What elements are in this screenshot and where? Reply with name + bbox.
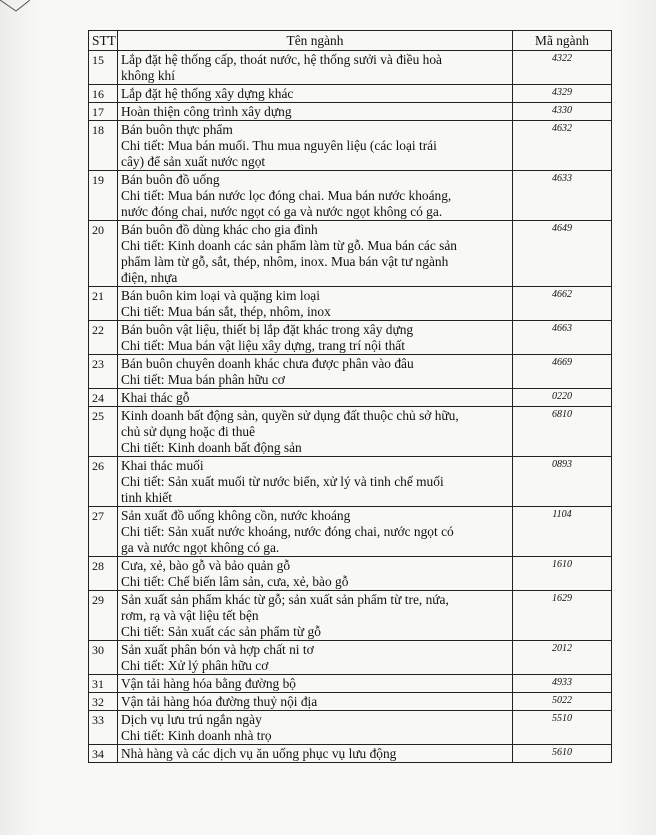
row-code: 4322 [513,51,612,85]
row-detail-line: ga và nước ngọt không có ga. [121,540,280,555]
row-name-line: Bán buôn thực phẩm [121,122,233,137]
row-name-line: Kinh doanh bất động sản, quyền sử dụng đất thuộc chủ sở hữu, [121,408,459,423]
row-stt: 18 [89,121,118,171]
row-detail-line: chủ sử dụng hoặc đi thuê [121,424,256,439]
row-stt: 33 [89,711,118,745]
row-stt: 22 [89,321,118,355]
row-stt: 30 [89,641,118,675]
table-row [89,121,612,171]
row-code: 4663 [513,321,612,355]
row-name-line: Sản xuất đồ uống không cồn, nước khoáng [121,508,351,523]
table-row [89,221,612,287]
row-code: 4662 [513,287,612,321]
row-stt: 20 [89,221,118,287]
row-detail-line: Chi tiết: Sản xuất nước khoáng, nước đóng chai, nước ngọt có [121,524,454,539]
table-row [89,51,612,85]
row-name-line: Khai thác muối [121,458,204,473]
row-name-line: Nhà hàng và các dịch vụ ăn uống phục vụ lưu động [121,746,397,761]
row-name-line: Vận tải hàng hóa đường thuỷ nội địa [121,694,318,709]
header-name: Tên ngành [118,31,513,51]
table-row [89,557,612,591]
row-name [118,287,513,321]
row-detail-line: cây) để sản xuất nước ngọt [121,154,266,169]
row-name-line: Bán buôn kim loại và quặng kim loại [121,288,320,303]
row-name-line: Bán buôn đồ uống [121,172,220,187]
row-stt: 15 [89,51,118,85]
row-name-line: Vận tải hàng hóa bằng đường bộ [121,676,296,691]
table-row [89,389,612,407]
table-row [89,355,612,389]
row-stt: 24 [89,389,118,407]
header-stt: STT [89,31,118,51]
row-detail-line: rơm, rạ và vật liệu tết bện [121,608,259,623]
row-name-line: Sản xuất phân bón và hợp chất ni tơ [121,642,314,657]
row-stt: 28 [89,557,118,591]
row-stt: 23 [89,355,118,389]
table-row [89,171,612,221]
row-detail-line: Chi tiết: Chế biến lâm sản, cưa, xẻ, bào gỗ [121,574,349,589]
row-name [118,745,513,763]
row-stt: 31 [89,675,118,693]
row-code: 1104 [513,507,612,557]
row-name [118,641,513,675]
row-name [118,693,513,711]
row-detail-line: Chi tiết: Kinh doanh nhà trọ [121,728,272,743]
row-detail-line: Chi tiết: Sản xuất các sản phẩm từ gỗ [121,624,321,639]
row-code: 2012 [513,641,612,675]
row-name-line: Dịch vụ lưu trú ngắn ngày [121,712,262,727]
row-detail-line: phẩm làm từ gỗ, sắt, thép, nhôm, inox. Mua bán vật tư ngành [121,254,449,269]
table-row [89,507,612,557]
row-code: 1629 [513,591,612,641]
table-row [89,745,612,763]
row-code: 0893 [513,457,612,507]
row-name [118,389,513,407]
row-stt: 25 [89,407,118,457]
row-name [118,221,513,287]
row-code: 5510 [513,711,612,745]
row-name [118,85,513,103]
row-stt: 16 [89,85,118,103]
row-code: 4649 [513,221,612,287]
row-code: 0220 [513,389,612,407]
row-detail-line: Chi tiết: Mua bán sắt, thép, nhôm, inox [121,304,331,319]
row-detail-line: điện, nhựa [121,270,178,285]
row-code: 5610 [513,745,612,763]
row-detail-line: nước đóng chai, nước ngọt có ga và nước ngọt không có ga. [121,204,443,219]
table-row [89,711,612,745]
row-name [118,675,513,693]
row-name-line: Sản xuất sản phẩm khác từ gỗ; sản xuất sản phẩm từ tre, nứa, [121,592,449,607]
table-row [89,287,612,321]
row-detail-line: Chi tiết: Xử lý phân hữu cơ [121,658,269,673]
table-row [89,85,612,103]
row-name [118,321,513,355]
row-stt: 34 [89,745,118,763]
row-name-line: Hoàn thiện công trình xây dựng [121,104,292,119]
row-detail-line: Chi tiết: Mua bán vật liệu xây dựng, trang trí nội thất [121,338,405,353]
row-stt: 26 [89,457,118,507]
row-name-line: Bán buôn vật liệu, thiết bị lắp đặt khác trong xây dựng [121,322,414,337]
row-name-line: Khai thác gỗ [121,390,190,405]
table-row [89,641,612,675]
row-code: 4330 [513,103,612,121]
row-name [118,51,513,85]
row-name [118,591,513,641]
row-code: 6810 [513,407,612,457]
row-detail-line: Chi tiết: Sản xuất muối từ nước biển, xử lý và tinh chế muối [121,474,444,489]
row-name [118,407,513,457]
row-stt: 32 [89,693,118,711]
row-detail-line: Chi tiết: Mua bán nước lọc đóng chai. Mua bán nước khoáng, [121,188,452,203]
row-detail-line: không khí [121,68,175,83]
row-detail-line: Chi tiết: Mua bán muối. Thu mua nguyên liệu (các loại trái [121,138,437,153]
table-row [89,407,612,457]
row-name [118,171,513,221]
row-code: 4633 [513,171,612,221]
row-name [118,457,513,507]
row-detail-line: Chi tiết: Kinh doanh bất động sản [121,440,302,455]
row-name-line: Lắp đặt hệ thống cấp, thoát nước, hệ thống sưởi và điều hoà [121,52,442,67]
row-name [118,121,513,171]
row-name-line: Cưa, xẻ, bào gỗ và bảo quản gỗ [121,558,291,573]
row-name [118,711,513,745]
scan-corner-mark [0,0,30,12]
table-row [89,591,612,641]
row-name-line: Bán buôn chuyên doanh khác chưa được phân vào đâu [121,356,414,371]
row-code: 4329 [513,85,612,103]
row-name [118,355,513,389]
row-detail-line: Chi tiết: Mua bán phân hữu cơ [121,372,285,387]
row-name [118,507,513,557]
row-name [118,103,513,121]
table-row [89,675,612,693]
row-name-line: Bán buôn đồ dùng khác cho gia đình [121,222,318,237]
row-stt: 29 [89,591,118,641]
row-detail-line: tinh khiết [121,490,172,505]
table-row [89,693,612,711]
table-row [89,457,612,507]
business-lines-table [88,30,612,763]
row-stt: 17 [89,103,118,121]
row-stt: 19 [89,171,118,221]
row-stt: 21 [89,287,118,321]
row-stt: 27 [89,507,118,557]
row-code: 1610 [513,557,612,591]
row-code: 4669 [513,355,612,389]
row-code: 5022 [513,693,612,711]
row-code: 4632 [513,121,612,171]
table-row [89,321,612,355]
row-name [118,557,513,591]
table-row [89,103,612,121]
header-code: Mã ngành [513,31,612,51]
row-name-line: Lắp đặt hệ thống xây dựng khác [121,86,294,101]
table-header-row [89,31,612,51]
row-code: 4933 [513,675,612,693]
row-detail-line: Chi tiết: Kinh doanh các sản phẩm làm từ gỗ. Mua bán các sản [121,238,457,253]
